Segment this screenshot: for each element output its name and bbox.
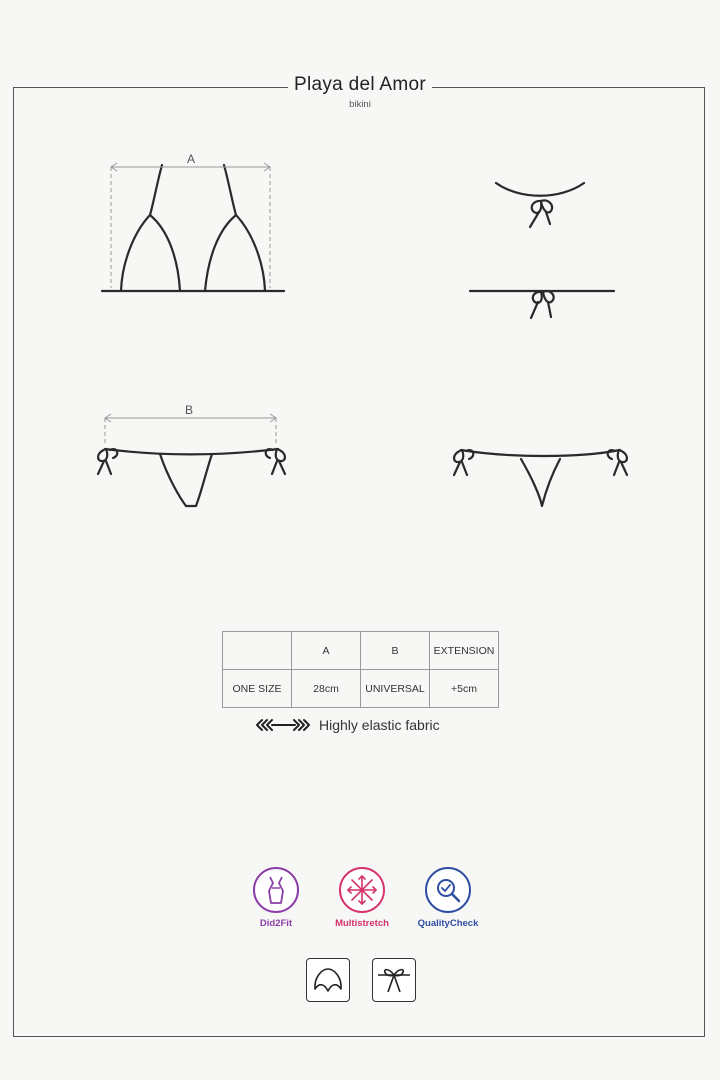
bikini-bottom-front-drawing bbox=[98, 449, 285, 506]
dimension-b-label: B bbox=[184, 403, 194, 417]
bow-gift-icon bbox=[372, 958, 416, 1002]
table-cell: UNIVERSAL bbox=[361, 670, 430, 708]
bikini-bottom-back-drawing bbox=[454, 450, 627, 506]
badge-label: Did2Fit bbox=[259, 918, 293, 929]
dress-fit-icon bbox=[252, 866, 300, 914]
badge-label: Multistretch bbox=[335, 918, 389, 929]
badge-multistretch bbox=[330, 866, 394, 929]
page-subtitle: bikini bbox=[349, 99, 371, 110]
care-icons bbox=[306, 958, 416, 1002]
size-table bbox=[222, 631, 499, 708]
table-row bbox=[223, 670, 499, 708]
page-title: Playa del Amor bbox=[288, 74, 432, 96]
table-cell: 28cm bbox=[292, 670, 361, 708]
feature-badges bbox=[244, 866, 480, 929]
table-header-cell: EXTENSION bbox=[430, 632, 499, 670]
badge-did2fit bbox=[244, 866, 308, 929]
table-header-cell: B bbox=[361, 632, 430, 670]
dimension-a-label: A bbox=[186, 152, 196, 166]
table-header-row bbox=[223, 632, 499, 670]
table-header-cell: A bbox=[292, 632, 361, 670]
bikini-top-back-tie-drawing bbox=[470, 291, 614, 318]
fabric-note bbox=[255, 717, 440, 733]
stretch-arrows-icon bbox=[255, 718, 311, 732]
badge-qualitycheck bbox=[416, 866, 480, 929]
fabric-text: Highly elastic fabric bbox=[319, 717, 440, 733]
bikini-top-neck-tie-drawing bbox=[496, 183, 584, 227]
magnifier-check-icon bbox=[424, 866, 472, 914]
badge-label: QualityCheck bbox=[417, 918, 479, 929]
table-header-cell bbox=[223, 632, 292, 670]
multistretch-icon bbox=[338, 866, 386, 914]
bikini-top-front-drawing bbox=[102, 165, 284, 291]
table-cell: +5cm bbox=[430, 670, 499, 708]
table-cell: ONE SIZE bbox=[223, 670, 292, 708]
bra-cup-icon bbox=[306, 958, 350, 1002]
